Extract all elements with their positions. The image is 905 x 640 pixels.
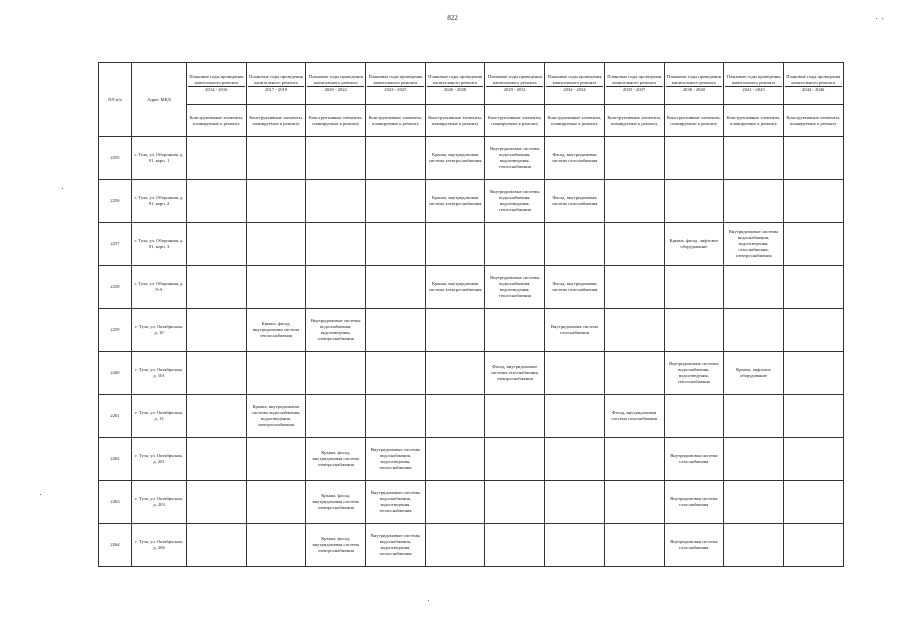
header-period-2029-2031 xyxy=(485,63,545,105)
period-years: 2032 - 2034 xyxy=(546,86,603,93)
table-row xyxy=(99,524,844,567)
header-row xyxy=(99,63,844,105)
header-elements: Конструктивные элементы, планируемые к ремонту xyxy=(187,105,247,137)
repair-cell xyxy=(664,137,724,180)
repair-cell xyxy=(545,223,605,266)
period-label: Плановые годы проведения капитального ремонта xyxy=(786,74,841,86)
repair-cell: Внутридомовая система газоснабжения xyxy=(664,438,724,481)
repair-cell: Фасад, внутридомовая система газоснабжения xyxy=(545,266,605,309)
repair-cell xyxy=(246,266,306,309)
row-address: г. Тула, ул. Октябрьская, д. 206 xyxy=(132,524,187,567)
header-elements: Конструктивные элементы, планируемые к ремонту xyxy=(664,105,724,137)
period-years: 2017 - 2019 xyxy=(248,86,305,93)
repair-cell: Внутридомовая система газоснабжения xyxy=(664,524,724,567)
repair-cell xyxy=(664,266,724,309)
period-years: 2041 - 2043 xyxy=(725,86,782,93)
row-number: 2261 xyxy=(99,395,132,438)
repair-cell xyxy=(783,481,843,524)
table-row xyxy=(99,395,844,438)
repair-cell xyxy=(724,524,784,567)
period-label: Плановые годы проведения капитального ремонта xyxy=(607,74,662,86)
period-label: Плановые годы проведения капитального ремонта xyxy=(249,74,303,86)
row-number: 2255 xyxy=(99,137,132,180)
row-address: г. Тула, ул. Оборонная, д. 91, корп. 1 xyxy=(132,137,187,180)
repair-cell xyxy=(306,180,366,223)
repair-cell xyxy=(425,223,485,266)
page-number: 822 xyxy=(447,14,458,22)
repair-cell xyxy=(485,481,545,524)
repair-cell xyxy=(187,481,247,524)
repair-cell xyxy=(366,395,426,438)
header-period-2038-2040 xyxy=(664,63,724,105)
repair-cell xyxy=(545,352,605,395)
row-number: 2256 xyxy=(99,180,132,223)
repair-cell xyxy=(366,266,426,309)
table-row xyxy=(99,309,844,352)
period-years: 2038 - 2040 xyxy=(666,86,723,93)
repair-cell: Крыша, внутридомовые системы водоснабжения, водоотведения, электроснабжения xyxy=(246,395,306,438)
table-row xyxy=(99,223,844,266)
table-row xyxy=(99,266,844,309)
header-elements: Конструктивные элементы, планируемые к ремонту xyxy=(724,105,784,137)
table-row xyxy=(99,352,844,395)
repair-cell xyxy=(604,137,664,180)
period-label: Плановые годы проведения капитального ремонта xyxy=(666,74,721,86)
repair-cell: Внутридомовые системы водоснабжения, водоотведения, теплоснабжения xyxy=(366,438,426,481)
period-years: 2023 - 2025 xyxy=(367,86,424,93)
period-label: Плановые годы проведения капитального ремонта xyxy=(308,74,363,86)
repair-cell: Внутридомовые системы водоснабжения, водоотведения, теплоснабжения xyxy=(485,180,545,223)
period-years: 2035 - 2037 xyxy=(606,86,663,93)
repair-cell xyxy=(604,524,664,567)
repair-cell xyxy=(604,180,664,223)
repair-cell xyxy=(664,395,724,438)
row-address: г. Тула, ул. Оборонная, д. 91, корп. 3 xyxy=(132,223,187,266)
repair-cell xyxy=(246,223,306,266)
table-row xyxy=(99,481,844,524)
repair-cell xyxy=(783,438,843,481)
repair-cell xyxy=(485,223,545,266)
repair-cell xyxy=(366,352,426,395)
repair-cell xyxy=(545,438,605,481)
table-row xyxy=(99,180,844,223)
repair-cell: Внутридомовая система газоснабжения xyxy=(545,309,605,352)
header-num: NN п/п xyxy=(99,63,132,137)
repair-cell xyxy=(187,438,247,481)
repair-cell xyxy=(187,524,247,567)
row-number: 2258 xyxy=(99,266,132,309)
scan-speck xyxy=(62,188,63,189)
period-label: Плановые годы проведения капитального ремонта xyxy=(189,74,244,86)
repair-cell xyxy=(187,266,247,309)
repair-cell xyxy=(545,524,605,567)
repair-cell xyxy=(306,137,366,180)
header-period-2014-2016 xyxy=(187,63,247,105)
repair-cell xyxy=(604,438,664,481)
repair-cell xyxy=(783,180,843,223)
table-row xyxy=(99,438,844,481)
row-number: 2263 xyxy=(99,481,132,524)
repair-cell xyxy=(783,137,843,180)
header-elements: Конструктивные элементы, планируемые к ремонту xyxy=(485,105,545,137)
table-body xyxy=(99,63,844,567)
header-address: Адрес МКД xyxy=(132,63,187,137)
row-address: г. Тула, ул. Октябрьская, д. 201 xyxy=(132,438,187,481)
scan-speck xyxy=(882,18,883,19)
repair-cell xyxy=(246,352,306,395)
repair-cell: Внутридомовые системы водоснабжения, водоотведения, теплоснабжения xyxy=(366,481,426,524)
repair-cell xyxy=(366,137,426,180)
row-number: 2262 xyxy=(99,438,132,481)
repair-cell xyxy=(187,137,247,180)
repair-cell xyxy=(545,481,605,524)
header-period-2020-2022 xyxy=(306,63,366,105)
repair-cell xyxy=(604,481,664,524)
repair-cell xyxy=(306,352,366,395)
repair-cell xyxy=(783,223,843,266)
period-label: Плановые годы проведения капитального ремонта xyxy=(487,74,542,86)
header-period-2044-2046 xyxy=(783,63,843,105)
repair-cell xyxy=(246,438,306,481)
repair-cell: Внутридомовые системы водоснабжения, водоотведения, электроснабжения xyxy=(306,309,366,352)
repair-cell xyxy=(306,223,366,266)
header-elements: Конструктивные элементы, планируемые к ремонту xyxy=(246,105,306,137)
header-period-2035-2037 xyxy=(604,63,664,105)
repair-cell xyxy=(604,223,664,266)
repair-cell xyxy=(306,395,366,438)
repair-cell xyxy=(604,266,664,309)
period-years: 2026 - 2028 xyxy=(427,86,484,93)
row-address: г. Тула, ул. Октябрьская, д. 203 xyxy=(132,481,187,524)
row-number: 2259 xyxy=(99,309,132,352)
repair-cell xyxy=(724,266,784,309)
header-elements-row xyxy=(99,105,844,137)
repair-cell xyxy=(485,309,545,352)
repair-cell xyxy=(187,395,247,438)
repair-cell: Крыша, внутридомовая система электроснабжения xyxy=(425,180,485,223)
repair-cell: Фасад, внутридомовые системы газоснабжения, электроснабжения xyxy=(485,352,545,395)
repair-cell: Крыша, лифтовое оборудование xyxy=(724,352,784,395)
repair-cell xyxy=(246,524,306,567)
scan-speck xyxy=(876,18,877,19)
scan-speck xyxy=(428,600,429,601)
repair-cell xyxy=(604,309,664,352)
scan-speck xyxy=(40,494,41,495)
repair-cell: Фасад, внутридомовая система газоснабжения xyxy=(604,395,664,438)
period-years: 2014 - 2016 xyxy=(188,86,245,93)
repair-cell: Крыша, фасад, внутридомовая система электроснабжения xyxy=(306,481,366,524)
repair-cell: Крыша, фасад, внутридомовая система электроснабжения xyxy=(306,524,366,567)
header-elements: Конструктивные элементы, планируемые к ремонту xyxy=(545,105,605,137)
header-period-2041-2043 xyxy=(724,63,784,105)
header-elements: Конструктивные элементы, планируемые к ремонту xyxy=(783,105,843,137)
repair-cell: Внутридомовые системы водоснабжения, водоотведения, теплоснабжения xyxy=(664,352,724,395)
repair-cell xyxy=(306,266,366,309)
repair-cell: Крыша, фасад, лифтовое оборудование xyxy=(664,223,724,266)
repair-cell xyxy=(724,395,784,438)
repair-cell xyxy=(664,180,724,223)
row-number: 2260 xyxy=(99,352,132,395)
repair-cell xyxy=(425,352,485,395)
repair-schedule-table xyxy=(98,62,844,567)
repair-cell xyxy=(425,438,485,481)
repair-cell xyxy=(425,524,485,567)
repair-cell: Фасад, внутридомовая система газоснабжения xyxy=(545,137,605,180)
period-years: 2029 - 2031 xyxy=(486,86,543,93)
row-address: г. Тула, ул. Октябрьская, д. 101 xyxy=(132,352,187,395)
row-address: г. Тула, ул. Оборонная, д. 9-А xyxy=(132,266,187,309)
repair-cell xyxy=(366,309,426,352)
repair-cell xyxy=(664,309,724,352)
repair-cell xyxy=(425,309,485,352)
period-years: 2020 - 2022 xyxy=(307,86,364,93)
header-period-2026-2028 xyxy=(425,63,485,105)
repair-cell xyxy=(485,524,545,567)
repair-cell xyxy=(246,137,306,180)
repair-cell xyxy=(485,438,545,481)
repair-cell xyxy=(366,223,426,266)
repair-cell xyxy=(724,137,784,180)
header-period-2017-2019 xyxy=(246,63,306,105)
header-elements: Конструктивные элементы, планируемые к ремонту xyxy=(425,105,485,137)
repair-cell xyxy=(783,352,843,395)
header-elements: Конструктивные элементы, планируемые к ремонту xyxy=(604,105,664,137)
repair-cell xyxy=(783,524,843,567)
repair-cell xyxy=(783,395,843,438)
repair-cell xyxy=(724,481,784,524)
repair-cell: Крыша, внутридомовая система электроснабжения xyxy=(425,266,485,309)
repair-cell: Крыша, фасад, внутридомовая система теплоснабжения xyxy=(246,309,306,352)
row-address: г. Тула, ул. Октябрьская, д. 13 xyxy=(132,395,187,438)
header-period-2023-2025 xyxy=(366,63,426,105)
header-elements: Конструктивные элементы, планируемые к ремонту xyxy=(306,105,366,137)
repair-cell: Крыша, фасад, внутридомовая система электроснабжения xyxy=(306,438,366,481)
repair-cell xyxy=(187,309,247,352)
header-elements: Конструктивные элементы, планируемые к ремонту xyxy=(366,105,426,137)
header-period-2032-2034 xyxy=(545,63,605,105)
repair-cell: Внутридомовая система газоснабжения xyxy=(664,481,724,524)
repair-cell: Внутридомовые системы водоснабжения, водоотведения, теплоснабжения xyxy=(485,137,545,180)
table-row xyxy=(99,137,844,180)
period-label: Плановые годы проведения капитального ремонта xyxy=(726,74,781,86)
repair-cell xyxy=(783,266,843,309)
row-number: 2257 xyxy=(99,223,132,266)
repair-cell xyxy=(425,395,485,438)
repair-cell xyxy=(366,180,426,223)
repair-cell: Внутридомовые системы водоснабжения, водоотведения, газоснабжения, электроснабжения xyxy=(724,223,784,266)
period-label: Плановые годы проведения капитального ремонта xyxy=(368,74,423,86)
repair-cell xyxy=(246,180,306,223)
repair-cell: Фасад, внутридомовая система газоснабжения xyxy=(545,180,605,223)
repair-cell: Крыша, внутридомовая система электроснабжения xyxy=(425,137,485,180)
repair-cell xyxy=(425,481,485,524)
repair-cell xyxy=(187,180,247,223)
period-label: Плановые годы проведения капитального ремонта xyxy=(428,74,483,86)
row-number: 2264 xyxy=(99,524,132,567)
row-address: г. Тула, ул. Оборонная, д. 91, корп. 2 xyxy=(132,180,187,223)
repair-cell: Внутридомовые системы водоснабжения, водоотведения, теплоснабжения xyxy=(485,266,545,309)
repair-cell xyxy=(783,309,843,352)
repair-cell xyxy=(545,395,605,438)
repair-cell xyxy=(187,223,247,266)
row-address: г. Тула, ул. Октябрьская, д. 10 xyxy=(132,309,187,352)
repair-cell xyxy=(187,352,247,395)
repair-cell xyxy=(724,309,784,352)
period-years: 2044 - 2046 xyxy=(785,86,842,93)
repair-cell xyxy=(246,481,306,524)
repair-cell xyxy=(604,352,664,395)
repair-cell xyxy=(724,180,784,223)
repair-cell xyxy=(724,438,784,481)
repair-cell: Внутридомовые системы водоснабжения, водоотведения, теплоснабжения xyxy=(366,524,426,567)
period-label: Плановые годы проведения капитального ремонта xyxy=(547,74,602,86)
repair-cell xyxy=(485,395,545,438)
